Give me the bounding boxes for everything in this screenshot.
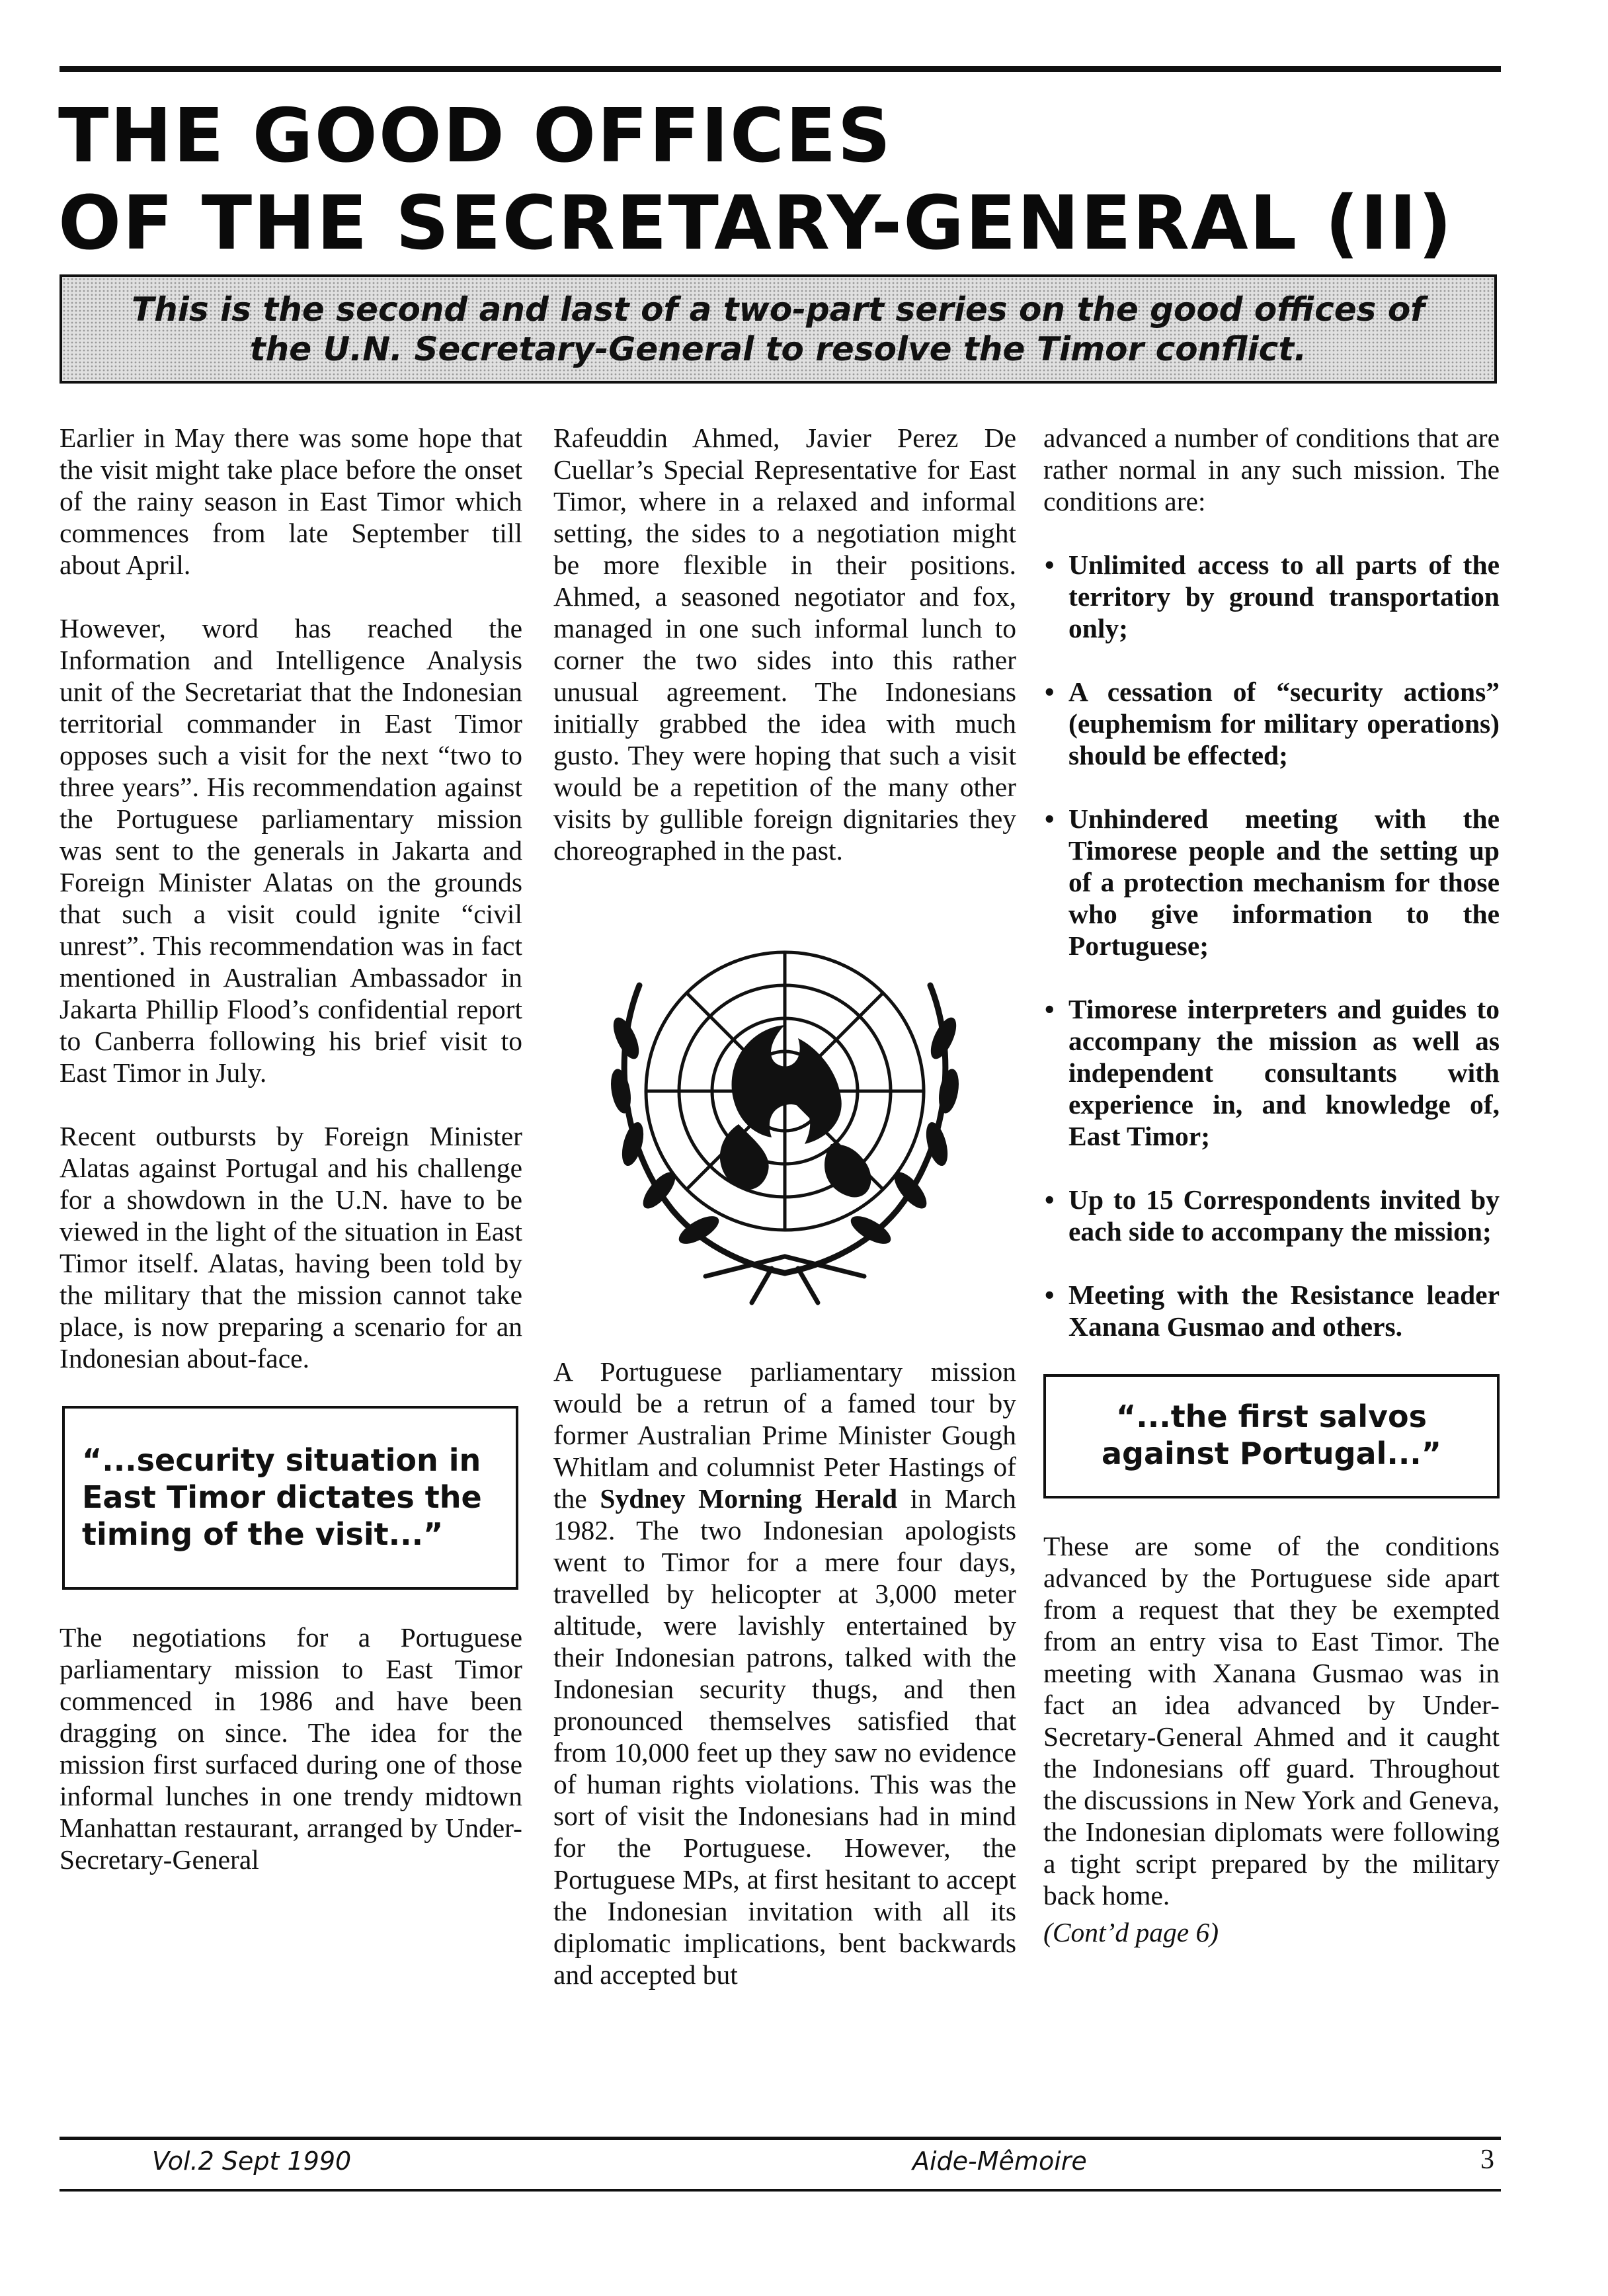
paragraph: Earlier in May there was some hope that the visit might take place before the onset of the rainy season in East Timor which commences from late September till about April.: [60, 423, 522, 580]
list-item: • Unhindered meeting with the Timorese people and the setting up of a protection mechanism for those who give information to the Portuguese;: [1043, 803, 1500, 962]
article-column-3: [1043, 422, 1500, 1980]
continued-note: (Cont’d page 6): [1043, 1917, 1219, 1948]
list-item: • Meeting with the Resistance leader Xanana Gusmao and others.: [1043, 1279, 1500, 1342]
newspaper-name: Sydney Morning Herald: [600, 1483, 898, 1514]
article-column-1: [60, 422, 522, 1907]
article-column-2: [553, 422, 1016, 2022]
footer-bottom-rule: [60, 2189, 1501, 2192]
un-emblem-icon: [553, 906, 1016, 1316]
list-item: • Up to 15 Correspondents invited by each side to accompany the mission;: [1043, 1184, 1500, 1247]
title-line-2: OF THE SECRETARY-GENERAL (II): [58, 181, 1453, 266]
page-footer: [60, 2144, 1501, 2184]
footer-rule: [60, 2137, 1501, 2140]
list-item: • A cessation of “security actions” (euphemism for military operations) should be effected;: [1043, 676, 1500, 771]
intro-box: [60, 274, 1497, 384]
list-item: • Unlimited access to all parts of the territory by ground transportation only;: [1043, 549, 1500, 644]
top-rule: [60, 66, 1501, 72]
list-item: • Timorese interpreters and guides to accompany the mission as well as independent consultants with experience in, and knowledge of, East Timor;: [1043, 993, 1500, 1152]
paragraph: Rafeuddin Ahmed, Javier Perez De Cuellar’s Special Representative for East Timor, where in a relaxed and informal setting, the sides to a negotiation might be more flexible in their positions. Ahmed, a seasoned negotiator and fox, managed in one such informal lunch to corner the two sides into this rather unusual agreement. The Indonesians initially grabbed the idea with much gusto. They were hoping that such a visit would be a repetition of the many other visits by gullible foreign dignitaries they choreographed in the past.: [553, 423, 1016, 866]
paragraph: Recent outbursts by Foreign Minister Alatas against Portugal and his challenge for a showdown in the U.N. have to be viewed in the light of the situation in East Timor itself. Alatas, having been told by the military that the mission cannot take place, is now preparing a scenario for an Indonesian about-face.: [60, 1121, 522, 1374]
issue-volume: Vol.2 Sept 1990: [152, 2147, 352, 2176]
title-line-1: THE GOOD OFFICES: [58, 93, 893, 179]
pull-quote-security: “...security situation in East Timor dictates the timing of the visit...”: [62, 1406, 518, 1590]
page-number: 3: [1480, 2145, 1494, 2175]
paragraph-text: A Portuguese parliamentary mission would be a retrun of a famed tour by former Australian Prime Minister Gough Whitlam and columnist Peter Hastings of the: [553, 1356, 1016, 1514]
publication-name: Aide-Mêmoire: [912, 2147, 1087, 2176]
pull-quote-salvos: “...the first salvos against Portugal...”: [1043, 1374, 1500, 1498]
paragraph-text: in March 1982. The two Indonesian apologists went to Timor for a mere four days, travelled by helicopter at 3,000 meter altitude, were lavishly entertained by their Indonesian patrons, talked with the Indonesian security thugs, and then pronounced themselves satisfied that from 10,000 feet up they saw no evidence of human rights violations. This was the sort of visit the Indonesians had in mind for the Portuguese. However, the Portuguese MPs, at first hesitant to accept the Indonesian invitation with all its diplomatic implications, bent backwards and accepted but: [553, 1483, 1016, 1990]
page-title: [58, 93, 1513, 267]
paragraph: advanced a number of conditions that are rather normal in any such mission. The conditions are:: [1043, 423, 1500, 516]
paragraph: However, word has reached the Information and Intelligence Analysis unit of the Secretariat that the Indonesian territorial commander in East Timor opposes such a visit for the next “two to three years”. His recommendation against the Portuguese parliamentary mission was sent to the generals in Jakarta and Foreign Minister Alatas on the grounds that such a visit could ignite “civil unrest”. This recommendation was in fact mentioned in Australian Ambassador in Jakarta Phillip Flood’s confidential report to Canberra following his brief visit to East Timor in July.: [60, 613, 522, 1088]
conditions-list: [1043, 549, 1500, 1342]
paragraph: The negotiations for a Portuguese parliamentary mission to East Timor commenced in 1986 and have been dragging on since. The idea for the mission first surfaced during one of those informal lunches in one trendy midtown Manhattan restaurant, arranged by Under-Secretary-General: [60, 1622, 522, 1875]
intro-text: This is the second and last of a two-part series on the good offices of the U.N. Secretary-General to resolve the Timor conflict.: [132, 290, 1425, 368]
paragraph: [553, 1356, 1016, 1990]
paragraph: These are some of the conditions advanced by the Portuguese side apart from a request that they be exempted from an entry visa to East Timor. The meeting with Xanana Gusmao was in fact an idea advanced by Under-Secretary-General Ahmed and it caught the Indonesians off guard. Throughout the discussions in New York and Geneva, the Indonesian diplomats were following a tight script prepared by the military back home.: [1043, 1531, 1500, 1910]
